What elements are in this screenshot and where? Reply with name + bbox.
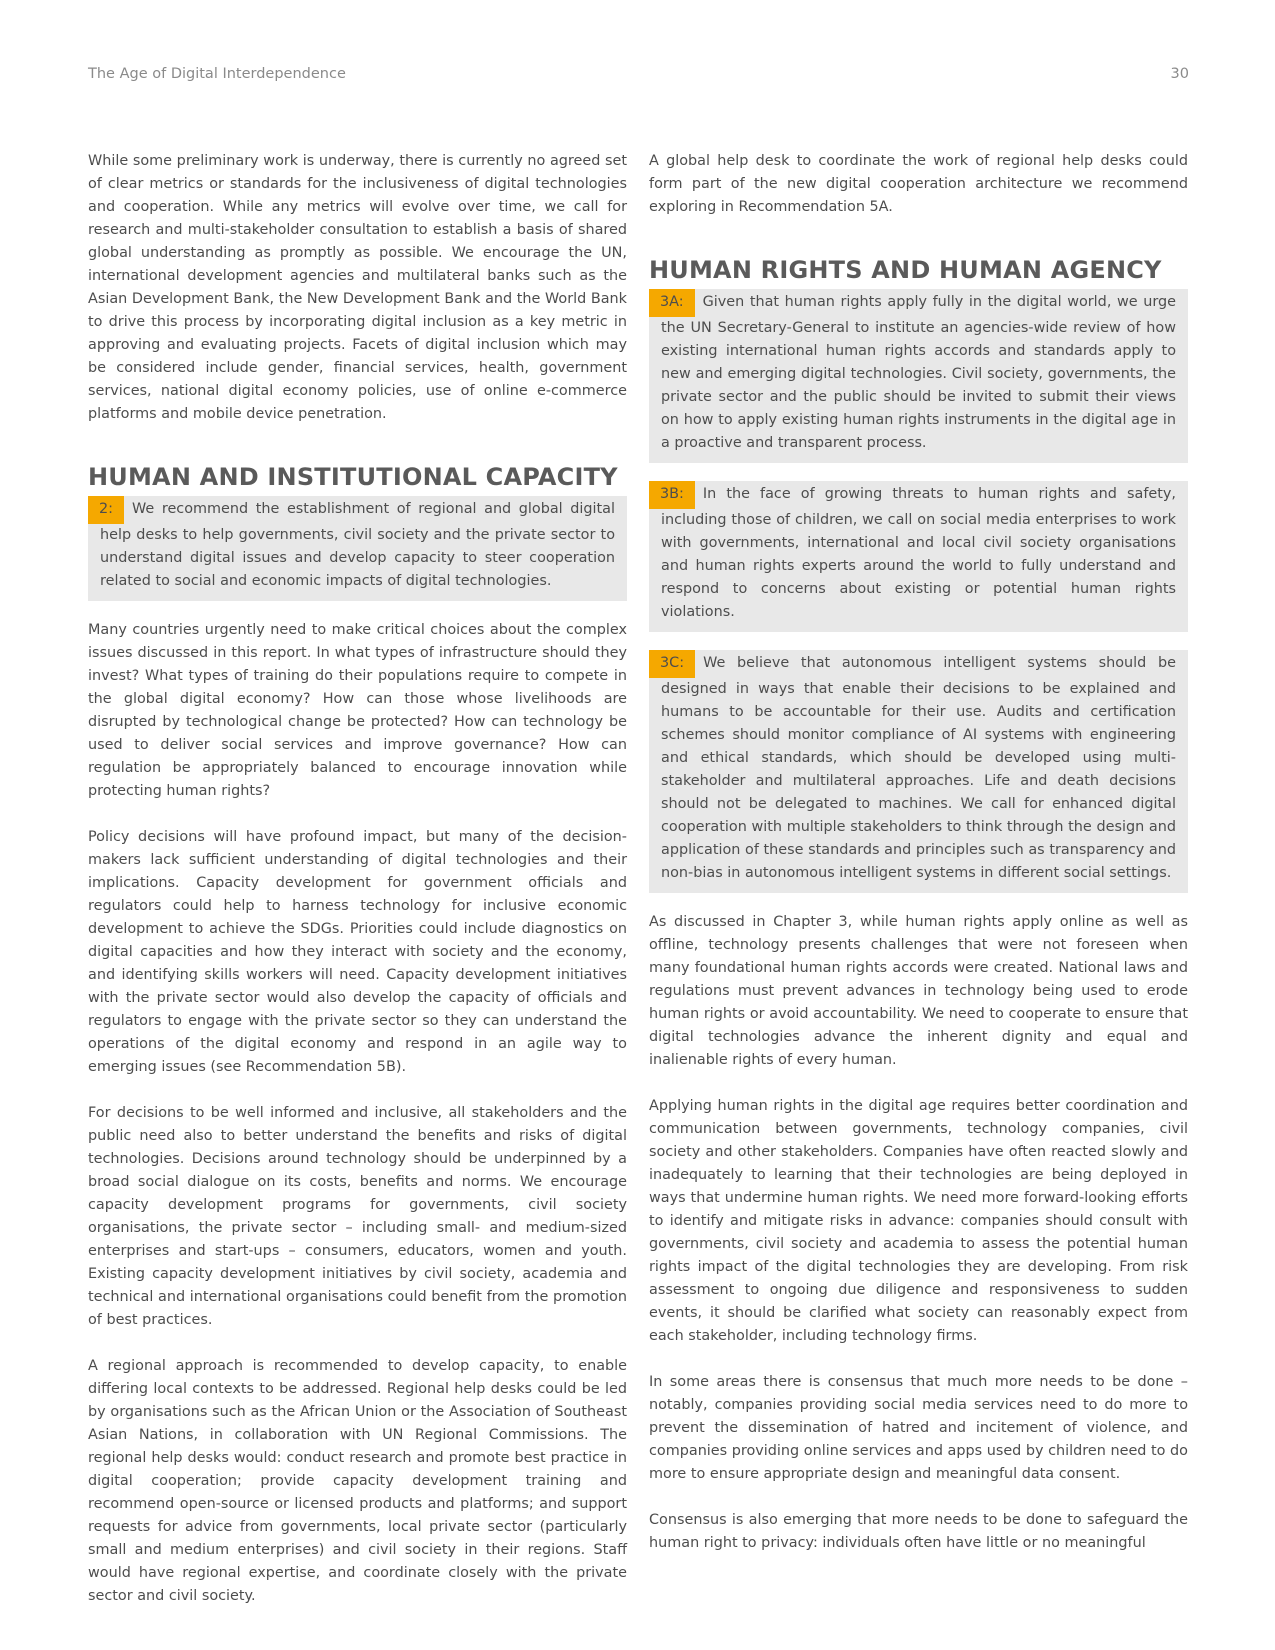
recommendation-box-3c: [649, 650, 1188, 893]
recommendation-text: [661, 652, 1176, 885]
recommendation-text: [661, 483, 1176, 624]
recommendation-tag: 3A:: [649, 289, 695, 317]
recommendation-tag: 2:: [88, 496, 124, 524]
recommendation-box-2: [88, 496, 627, 601]
section-heading-capacity: HUMAN AND INSTITUTIONAL CAPACITY: [88, 463, 618, 491]
section-heading-human-rights: HUMAN RIGHTS AND HUMAN AGENCY: [649, 256, 1162, 284]
paragraph: Applying human rights in the digital age requires better coordination and communication between governments, technology companies, civil society and other stakeholders. Companies have often reacted slowly and inadequately to learning that their technologies are being deployed in ways that undermine human rights. We need more forward-looking efforts to identify and mitigate risks in advance: companies should consult with governments, civil society and academia to assess the potential human rights impact of the digital technologies they are developing. From risk assessment to ongoing due diligence and responsiveness to sudden events, it should be clarified what society can reasonably expect from each stakeholder, including technology firms.: [649, 1098, 1188, 1344]
left-column: [88, 150, 627, 1631]
document-title: The Age of Digital Interdependence: [88, 66, 346, 82]
paragraph: Consensus is also emerging that more needs to be done to safeguard the human right to privacy: individuals often have little or no meaningful: [649, 1512, 1188, 1551]
recommendation-tag: 3B:: [649, 481, 695, 509]
recommendation-text: [100, 498, 615, 593]
paragraph: While some preliminary work is underway, there is currently no agreed set of clear metrics or standards for the inclusiveness of digital technologies and cooperation. While any metrics will evolve over time, we call for research and multi-stakeholder consultation to establish a basis of shared global understanding as promptly as possible. We encourage the UN, international development agencies and multilateral banks such as the Asian Development Bank, the New Development Bank and the World Bank to drive this process by incorporating digital inclusion as a key metric in approving and evaluating projects. Facets of digital inclusion which may be considered include gender, financial services, health, government services, national digital economy policies, use of online e-commerce platforms and mobile device penetration.: [88, 153, 627, 422]
recommendation-text: [661, 291, 1176, 455]
recommendation-body: We believe that autonomous intelligent systems should be designed in ways that enable their decisions to be explained and humans to be accountable for their use. Audits and certification schemes should monitor compliance of AI systems with engineering and ethical standards, which should be developed using multi-stakeholder and multilateral approaches. Life and death decisions should not be delegated to machines. We call for enhanced digital cooperation with multiple stakeholders to think through the design and application of these standards and principles such as transparency and non-bias in autonomous intelligent systems in different social settings.: [661, 655, 1176, 881]
paragraph: Many countries urgently need to make critical choices about the complex issues discussed in this report. In what types of infrastructure should they invest? What types of training do their populations require to compete in the global digital economy? How can those whose livelihoods are disrupted by technological change be protected? How can technology be used to deliver social services and improve governance? How can regulation be appropriately balanced to encourage innovation while protecting human rights?: [88, 622, 627, 799]
paragraph: Policy decisions will have profound impact, but many of the decision-makers lack sufficient understanding of digital technologies and their implications. Capacity development for government officials and regulators could help to harness technology for inclusive economic development to achieve the SDGs. Priorities could include diagnostics on digital capacities and how they interact with society and the economy, and identifying skills workers will need. Capacity development initiatives with the private sector would also develop the capacity of officials and regulators to engage with the private sector so they can understand the operations of the digital economy and respond in an agile way to emerging issues (see Recommendation 5B).: [88, 829, 627, 1075]
recommendation-body: Given that human rights apply fully in the digital world, we urge the UN Secretary-General to institute an agencies-wide review of how existing international human rights accords and standards apply to new and emerging digital technologies. Civil society, governments, the private sector and the public should be invited to submit their views on how to apply existing human rights instruments in the digital age in a proactive and transparent process.: [661, 294, 1176, 451]
paragraph: As discussed in Chapter 3, while human rights apply online as well as offline, technology presents challenges that were not foreseen when many foundational human rights accords were created. National laws and regulations must prevent advances in technology being used to erode human rights or avoid accountability. We need to cooperate to ensure that digital technologies advance the inherent dignity and equal and inalienable rights of every human.: [649, 914, 1188, 1068]
recommendation-box-3b: [649, 481, 1188, 632]
running-header: [88, 66, 1189, 82]
paragraph: A regional approach is recommended to develop capacity, to enable differing local contexts to be addressed. Regional help desks could be led by organisations such as the African Union or the Association of Southeast Asian Nations, in collaboration with UN Regional Commissions. The regional help desks would: conduct research and promote best practice in digital cooperation; provide capacity development training and recommend open-source or licensed products and platforms; and support requests for advice from governments, local private sector (particularly small and medium enterprises) and civil society in their regions. Staff would have regional expertise, and coordinate closely with the private sector and civil society.: [88, 1358, 627, 1604]
page-number: 30: [1170, 66, 1189, 82]
paragraph: For decisions to be well informed and inclusive, all stakeholders and the public need also to better understand the benefits and risks of digital technologies. Decisions around technology should be underpinned by a broad social dialogue on its costs, benefits and norms. We encourage capacity development programs for governments, civil society organisations, the private sector – including small- and medium-sized enterprises and start-ups – consumers, educators, women and youth. Existing capacity development initiatives by civil society, academia and technical and international organisations could benefit from the promotion of best practices.: [88, 1105, 627, 1328]
recommendation-tag: 3C:: [649, 650, 695, 678]
recommendation-body: We recommend the establishment of regional and global digital help desks to help governments, civil society and the private sector to understand digital issues and develop capacity to steer cooperation related to social and economic impacts of digital technologies.: [100, 501, 615, 589]
recommendation-box-3a: [649, 289, 1188, 463]
paragraph: A global help desk to coordinate the work of regional help desks could form part of the new digital cooperation architecture we recommend exploring in Recommendation 5A.: [649, 153, 1188, 215]
paragraph: In some areas there is consensus that much more needs to be done – notably, companies providing social media services need to do more to prevent the dissemination of hatred and incitement of violence, and companies providing online services and apps used by children need to do more to ensure appropriate design and meaningful data consent.: [649, 1374, 1188, 1482]
right-column: [649, 150, 1188, 1578]
recommendation-body: In the face of growing threats to human rights and safety, including those of children, we call on social media enterprises to work with governments, international and local civil society organisations and human rights experts around the world to fully understand and respond to concerns about existing or potential human rights violations.: [661, 486, 1176, 620]
